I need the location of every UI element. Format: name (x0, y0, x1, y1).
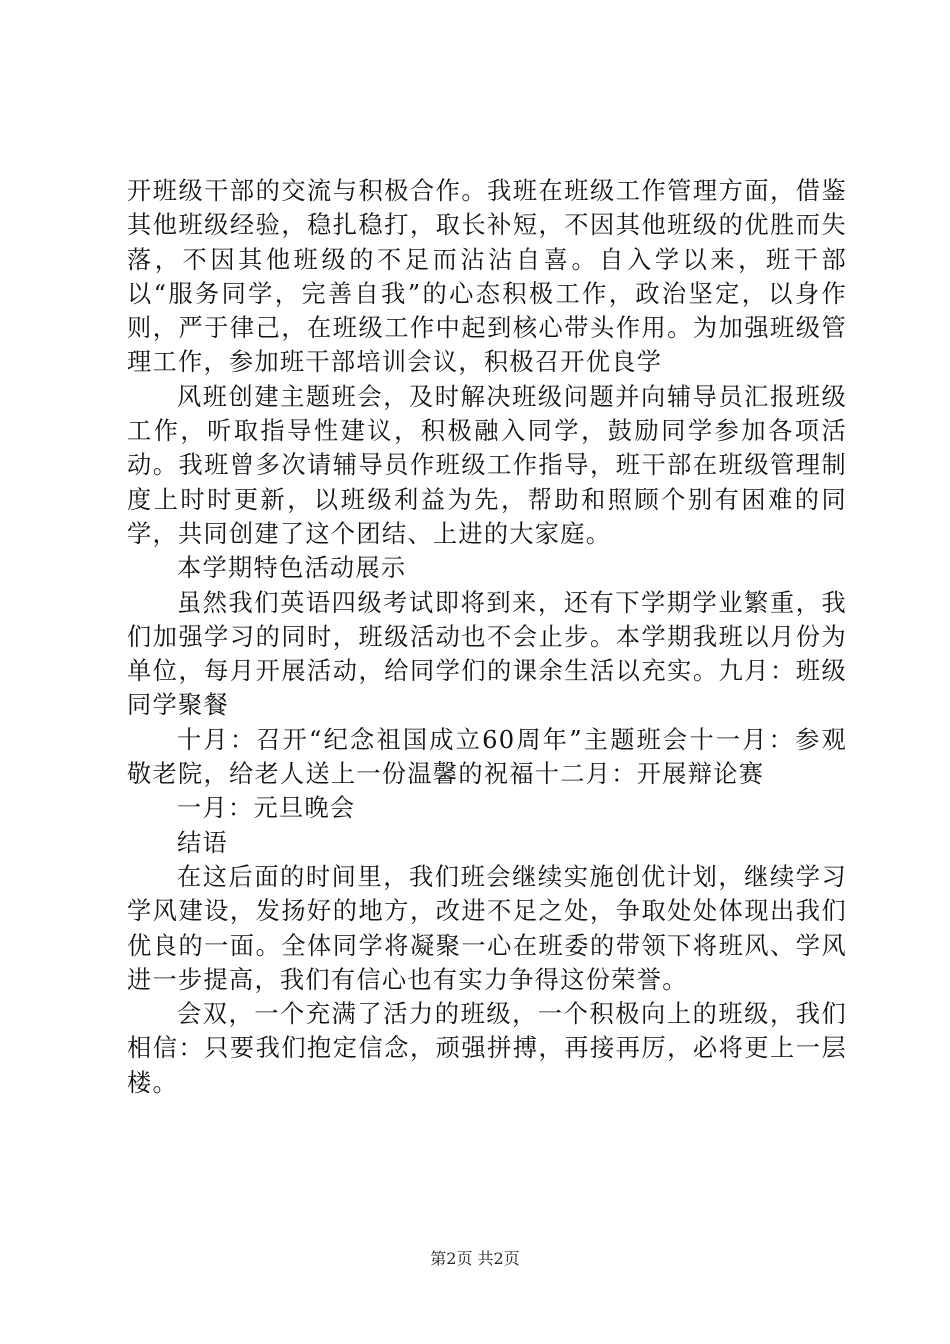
paragraph-class-meeting: 风班创建主题班会，及时解决班级问题并向辅导员汇报班级工作，听取指导性建议，积极融入同学，鼓励同学参加各项活动。我班曾多次请辅导员作班级工作指导，班干部在班级管理制度上时时更新，以班级利益为先，帮助和照顾个别有困难的同学，共同创建了这个团结、上进的大家庭。 (127, 382, 847, 548)
paragraph-conclusion-plan: 在这后面的时间里，我们班会继续实施创优计划，继续学习学风建设，发扬好的地方，改进不足之处，争取处处体现出我们优良的一面。全体同学将凝聚一心在班委的带领下将班风、学风进一步提高，我们有信心也有实力争得这份荣誉。 (127, 862, 847, 994)
section-heading-conclusion: 结语 (177, 828, 228, 857)
paragraph-october-activities: 十月：召开“纪念祖国成立60周年”主题班会十一月：参观敬老院，给老人送上一份温馨的祝福十二月：开展辩论赛 (127, 725, 847, 789)
section-heading-activities: 本学期特色活动展示 (177, 554, 407, 583)
paragraph-activities-intro: 虽然我们英语四级考试即将到来，还有下学期学业繁重，我们加强学习的同时，班级活动也不会止步。本学期我班以月份为单位，每月开展活动，给同学们的课余生活以充实。九月：班级同学聚餐 (127, 588, 847, 720)
document-body (127, 174, 847, 1100)
page-footer: 第2页 共2页 (430, 1249, 520, 1268)
paragraph-class-cadres: 开班级干部的交流与积极合作。我班在班级工作管理方面，借鉴其他班级经验，稳扎稳打，取长补短，不因其他班级的优胜而失落，不因其他班级的不足而沾沾自喜。自入学以来，班干部以“服务同学，完善自我”的心态积极工作，政治坚定，以身作则，严于律己，在班级工作中起到核心带头作用。为加强班级管理工作，参加班干部培训会议，积极召开优良学 (127, 177, 847, 377)
paragraph-closing: 会双，一个充满了活力的班级，一个积极向上的班级，我们相信：只要我们抱定信念，顽强拼搏，再接再厉，必将更上一层楼。 (127, 1000, 847, 1097)
paragraph-january-activity: 一月：元旦晚会 (177, 794, 356, 823)
